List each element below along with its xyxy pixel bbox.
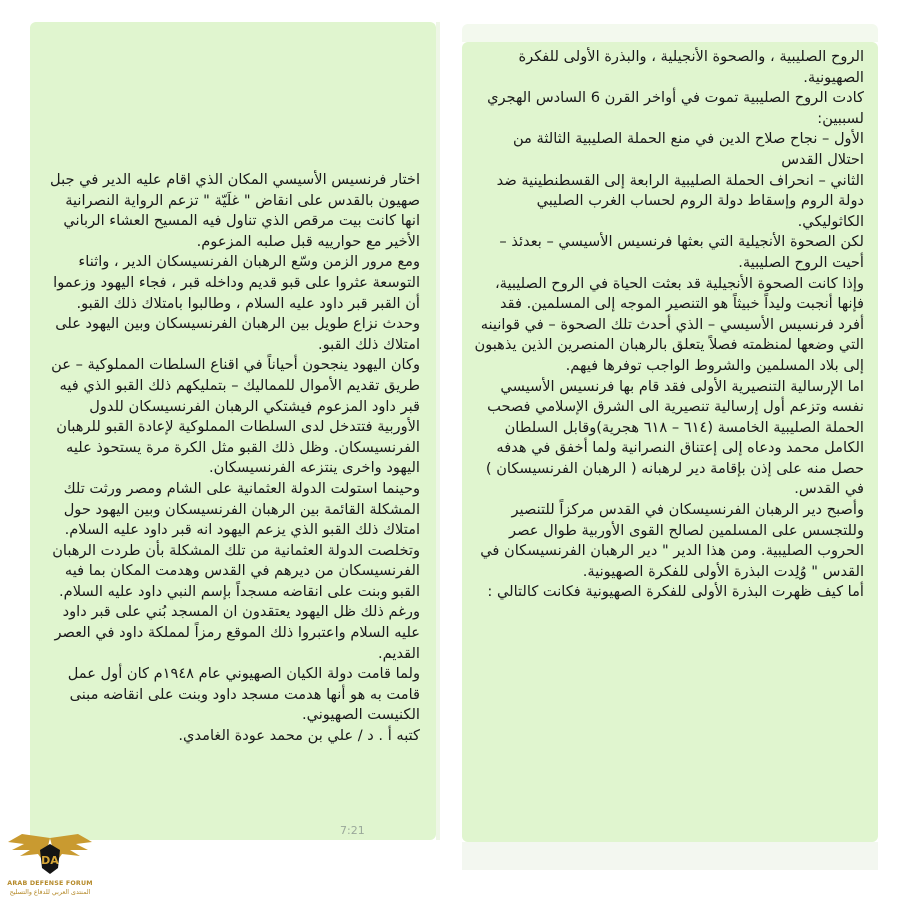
paragraph: وكان اليهود ينجحون أحياناً في اقناع السلطات المملوكية – عن طريق تقديم الأموال للمماليك – بتمليكهم ذلك القبو الذي فيه قبر داود المزعوم فيشتكي الرهبان الفرنسيسكان للدول الأوربية فتتدخل لدى السلطات المملوكية لإعادة القبو للرهبان الفرنسيسكان. وظل ذلك القبو مثل الكرة مرة يستحوذ عليه اليهود واخرى ينتزعه الفرنسيسكان. (51, 356, 420, 477)
paragraph: وأصبح دير الرهبان الفرنسيسكان في القدس مركزاً للتنصير وللتجسس على المسلمين لصالح القوى الأوربية طوال عصر الحروب الصليبية. ومن هذا الدير " دير الرهبان الفرنسيسكان في القدس " وُلِدت البذرة الأولى للفكرة الصهيونية. (480, 501, 864, 580)
author-signature: كتبه أ . د / علي بن محمد عودة الغامدي. (178, 727, 420, 745)
message-timestamp: 7:21 (340, 824, 365, 837)
top-shade (462, 24, 878, 42)
paragraph: ولما قامت دولة الكيان الصهيوني عام ١٩٤٨م كان أول عمل قامت به هو أنها هدمت مسجد داود وبنت على انقاضه مبنى الكنيست الصهيوني. (67, 665, 420, 724)
paragraph: أما كيف ظهرت البذرة الأولى للفكرة الصهيونية فكانت كالتالي : (487, 583, 864, 601)
paragraph: وتخلصت الدولة العثمانية من تلك المشكلة بأن طردت الرهبان الفرنسيسكان من ديرهم في القدس وهدمت المكان بما فيه القبو وبنت على انقاضه مسجداً بإسم النبي داود عليه السلام. (52, 541, 420, 600)
bubble-edge (436, 22, 440, 840)
logo-letters: DA (41, 854, 59, 867)
paragraph: الثاني – انحراف الحملة الصليبية الرابعة إلى القسطنطينية ضد دولة الروم وإسقاط دولة الروم لحساب الغرب الصليبي الكاثوليكي. (496, 171, 864, 230)
paragraph: ومع مرور الزمن وسّع الرهبان الفرنسيسكان الدير ، واثناء التوسعة عثروا على قبو قديم وداخله قبر ، فجاء اليهود وزعموا أن القبر قبر داود عليه السلام ، وطالبوا بامتلاك ذلك القبو. وحدث نزاع طويل بين الرهبان الفرنسيسكان وبين اليهود على امتلاك ذلك القبو. (53, 253, 420, 353)
message-bubble-left (30, 22, 436, 840)
paragraph: كادت الروح الصليبية تموت في أواخر القرن 6 السادس الهجري لسببين: (487, 89, 864, 127)
paragraph: لكن الصحوة الأنجيلية التي بعثها فرنسيس الأسيسي – بعدئذ – أحيت الروح الصليبية. (499, 233, 864, 271)
paragraph: وإذا كانت الصحوة الأنجيلية قد بعثت الحياة في الروح الصليبية، فإنها أنجبت وليداً خبيثاً هو التنصير الموجه إلى المسلمين. فقد أفرد فرنسيس الأسيسي – الذي أحدث تلك الصحوة – في قوانينه التي وضعها لمنظمته فصلاً يتعلق بالرهبان المنصرين الذين يذهبون إلى بلاد المسلمين والشروط الواجب توفرها فيهم. (474, 274, 864, 374)
bubble-bottom-strip (462, 842, 878, 870)
paragraph: اما الإرسالية التنصيرية الأولى فقد قام بها فرنسيس الأسيسي نفسه وتزعم أول إرسالية تنصيرية الى الشرق الإسلامي فصحب الحملة الصليبية الخامسة (٦١٤ – ٦١٨ هجرية)وقابل السلطان الكامل محمد ودعاه إلى إعتناق النصرانية ولما أخفق في هدفه حصل منه على إذن بإقامة دير لرهبانه ( الرهبان الفرنسيسكان ) في القدس. (485, 377, 864, 498)
logo-english-title: ARAB DEFENSE FORUM (7, 880, 93, 887)
message-bubble-right (462, 42, 878, 842)
paragraph: الروح الصليبية ، والصحوة الأنجيلية ، والبذرة الأولى للفكرة الصهيونية. (518, 48, 864, 86)
eagle-emblem-icon (4, 828, 96, 880)
paragraph: ورغم ذلك ظل اليهود يعتقدون ان المسجد بُني على قبر داود عليه السلام واعتبروا ذلك الموقع رمزاً لمملكة داود في العصر القديم. (54, 603, 420, 662)
logo-arabic-title: المنتدى العربي للدفاع والتسليح (9, 889, 91, 896)
paragraph: اختار فرنسيس الأسيسي المكان الذي اقام عليه الدير في جبل صهيون بالقدس على انقاض " غلَيّة " تزعم الرواية النصرانية انها كانت بيت مرقص الذي تناول فيه المسيح العشاء الرباني الأخير مع حوارييه قبل صلبه المزعوم. (50, 171, 420, 250)
arab-defense-forum-logo (4, 828, 96, 898)
paragraph: وحينما استولت الدولة العثمانية على الشام ومصر ورثت تلك المشكلة القائمة بين الرهبان الفرنسيسكان وبين اليهود حول امتلاك ذلك القبو الذي يزعم اليهود انه قبر داود عليه السلام. (63, 479, 420, 539)
paragraph: الأول – نجاح صلاح الدين في منع الحملة الصليبية الثالثة من احتلال القدس (512, 130, 864, 168)
